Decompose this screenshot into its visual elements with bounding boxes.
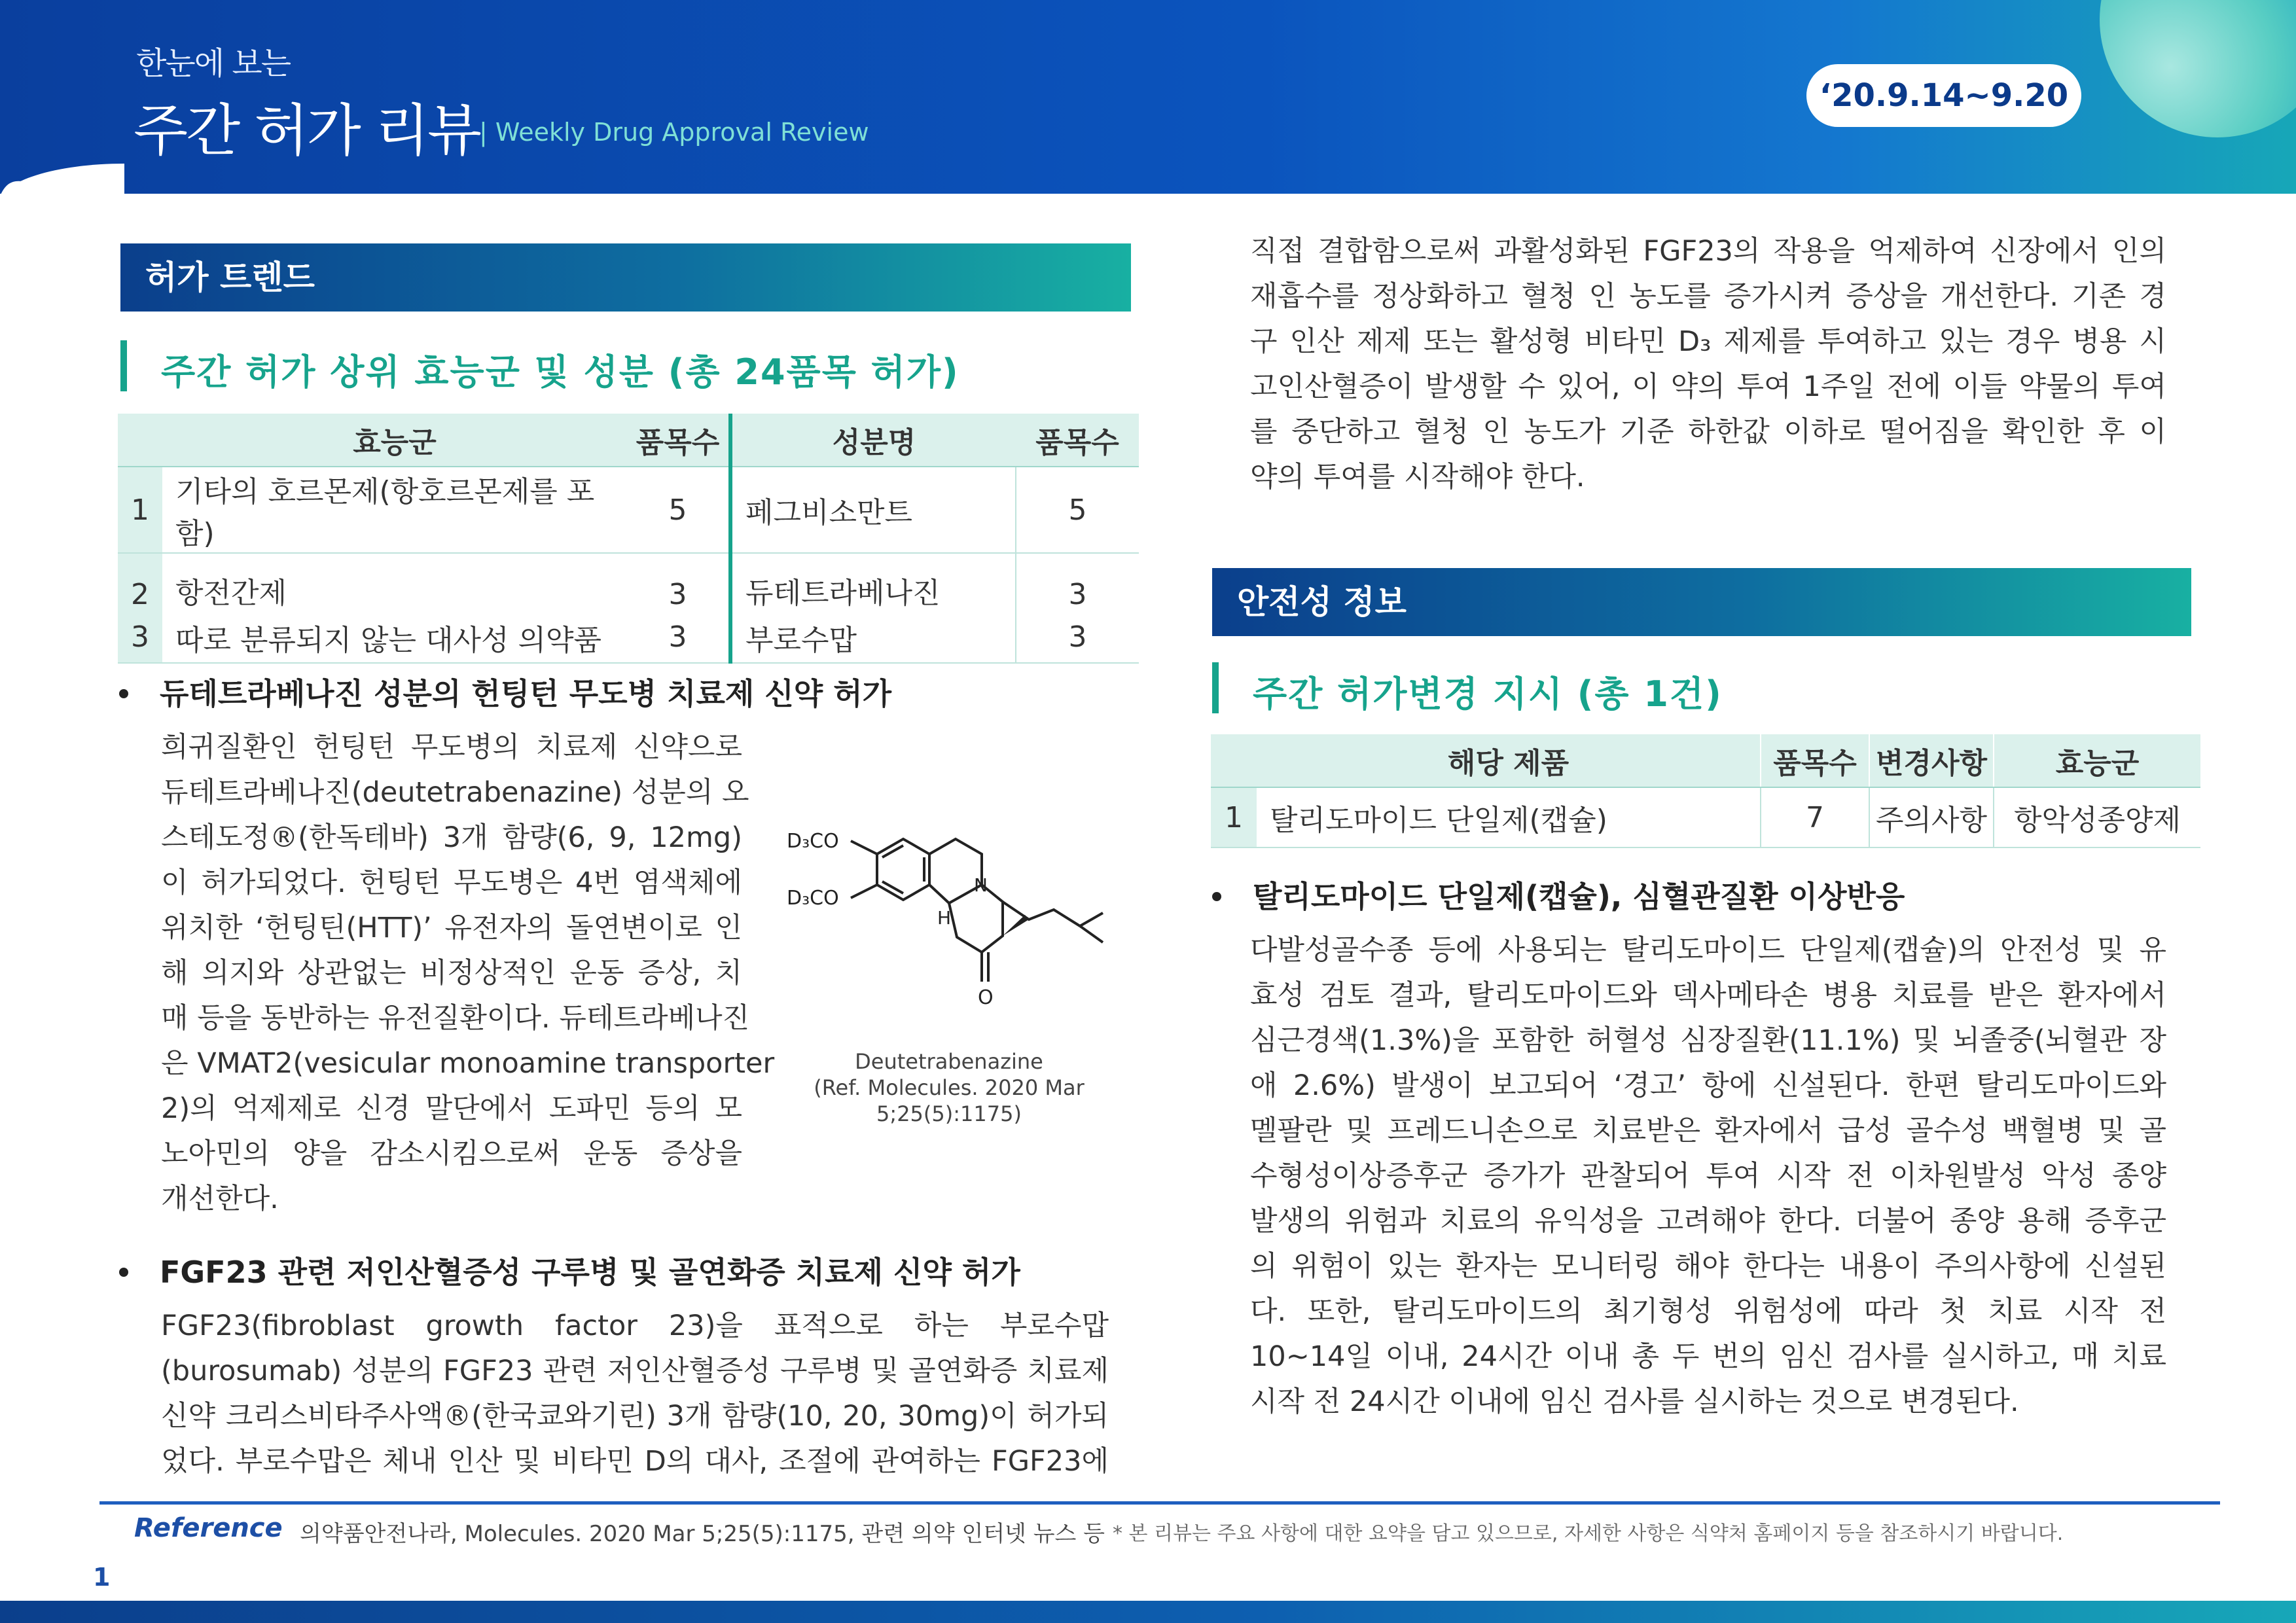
row-count: 3 [627,553,730,612]
table-header-group: 효능군 [162,414,627,467]
top-groups-heading: 주간 허가 상위 효능군 및 성분 (총 24품목 허가) [161,351,960,393]
section-title-approval-trend: 허가 트렌드 [120,243,1131,312]
label-oxygen: O [978,986,994,1009]
label-hydrogen: H [937,907,952,929]
text-line: 희귀질환인 헌팅턴 무도병의 치료제 신약으로 [161,731,742,764]
text-line: 신약 크리스비타주사액®(한국쿄와기린) 3개 함량(10, 20, 30mg)이 허가되 [161,1400,1109,1433]
row-count: 3 [627,612,730,663]
label-d3co-upper: D₃CO [787,830,839,853]
text-line: 듀테트라베나진(deutetrabenazine) 성분의 오 [161,776,749,809]
text-line: 수형성이상증후군 증가가 관찰되어 투여 시작 전 이차원발성 악성 종양 [1250,1160,2166,1192]
table-header-row [1211,734,2200,787]
table-header-change: 변경사항 [1869,734,1994,787]
table-row [118,612,1139,663]
table-header-product: 해당 제품 [1257,734,1761,787]
text-line: 이 허가되었다. 헌팅턴 무도병은 4번 염색체에 [161,866,742,899]
header-banner [0,0,2296,196]
burosumab-paragraph [161,1304,1109,1484]
table-header-no [118,414,162,467]
row-group: 기타의 호르몬제(항호르몬제를 포함) [162,467,627,553]
top-groups-table [118,414,1139,664]
text-line: 위치한 ‘헌팅틴(HTT)’ 유전자의 돌연변이로 인 [161,912,742,944]
bullet-title: 탈리도마이드 단일제(캡슐), 심혈관질환 이상반응 [1253,879,1905,914]
text-line: 애 2.6%) 발생이 보고되어 ‘경고’ 항에 신설된다. 한편 탈리도마이드와 [1250,1069,2166,1102]
table-row [118,553,1139,612]
text-line: 고인산혈증이 발생할 수 있어, 이 약의 투여 1주일 전에 이들 약물의 투여 [1250,370,2166,403]
text-line: 의 위험이 있는 환자는 모니터링 해야 한다는 내용이 주의사항에 신설된 [1250,1250,2166,1283]
row-count2: 5 [1016,467,1139,553]
deutetrabenazine-structure-figure [772,785,1126,1047]
section-title-safety: 안전성 정보 [1212,568,2191,636]
thalidomide-paragraph [1250,928,2166,1425]
row-number: 1 [118,467,162,553]
row-count: 5 [627,467,730,553]
text-line: FGF23(fibroblast growth factor 23)을 표적으로 하는 부로수맙 [161,1310,1109,1342]
reference-text: 의약품안전나라, Molecules. 2020 Mar 5;25(5):1175, 관련 의약 인터넷 뉴스 등 [300,1521,1105,1547]
heading-marker [120,340,127,391]
text-line: 발생의 위험과 치료의 유익성을 고려해야 한다. 더불어 종양 용해 증후군 [1250,1205,2166,1238]
text-line: 심근경색(1.3%)을 포함한 허혈성 심장질환(11.1%) 및 뇌졸중(뇌혈관 장 [1250,1024,2166,1057]
reference-label: Reference [134,1513,283,1543]
caption-line: 5;25(5):1175) [876,1101,1022,1126]
bullet-dot [119,689,128,698]
row-group: 항전간제 [175,577,287,610]
structure-caption [792,1048,1106,1127]
table-header-no [1211,734,1257,787]
text-line: 은 VMAT2(vesicular monoamine transporter [161,1047,775,1080]
disclaimer-note: * 본 리뷰는 주요 사항에 대한 요약을 담고 있으므로, 자세한 사항은 식약처 홈페이지 등을 참조하시기 바랍니다. [1113,1522,2064,1545]
text-line: 매 등을 동반하는 유전질환이다. 듀테트라베나진 [161,1002,750,1035]
text-line: 멜팔란 및 프레드니손으로 치료받은 환자에서 급성 골수성 백혈병 및 골 [1250,1115,2166,1147]
row-count2: 3 [1068,578,1087,611]
caption-line: (Ref. Molecules. 2020 Mar [814,1075,1085,1100]
text-line: 2)의 억제제로 신경 말단에서 도파민 등의 모 [161,1092,742,1125]
burosumab-continuation-paragraph [1250,229,2166,500]
change-order-table [1211,734,2200,848]
table-row [118,467,1139,553]
footer-bar [0,1601,2296,1623]
page-number: 1 [93,1563,111,1592]
row-product: 탈리도마이드 단일제(캡슐) [1257,787,1761,847]
table-row [1211,787,2200,847]
table-header-count: 품목수 [627,414,730,467]
header-english-title: | Weekly Drug Approval Review [479,118,869,147]
table-header-group: 효능군 [1994,734,2200,787]
header-subtitle: 한눈에 보는 [136,45,291,82]
bullet-thalidomide [1212,873,1905,916]
bullet-dot [1212,892,1221,901]
header-bottom-edge [0,194,2296,200]
change-order-heading: 주간 허가변경 지시 (총 1건) [1253,673,1723,715]
text-line: (burosumab) 성분의 FGF23 관련 저인산혈증성 구루병 및 골연화증 치료제 [161,1355,1109,1387]
text-line: 해 의지와 상관없는 비정상적인 운동 증상, 치 [161,957,742,990]
label-d3co-lower: D₃CO [787,887,839,910]
table-header-count: 품목수 [1761,734,1869,787]
text-line: 다. 또한, 탈리도마이드의 최기형성 위험성에 따라 첫 치료 시작 전 [1250,1295,2166,1328]
text-line: 었다. 부로수맙은 체내 인산 및 비타민 D의 대사, 조절에 관여하는 FGF23에 [161,1445,1109,1478]
text-line: 스테도정®(한독테바) 3개 함량(6, 9, 12mg) [161,821,742,854]
row-ingredient: 페그비소만트 [730,467,1016,553]
bullet-dot [119,1268,128,1277]
label-nitrogen: N [974,874,988,896]
text-line: 약의 투여를 시작해야 한다. [1250,461,1585,493]
row-number: 3 [118,612,162,663]
row-count: 7 [1761,787,1869,847]
header-title: 주간 허가 리뷰 [134,98,480,164]
table-header-ingredient: 성분명 [730,414,1016,467]
row-ingredient: 듀테트라베나진 [730,553,1016,612]
text-line: 노아민의 양을 감소시킴으로써 운동 증상을 [161,1137,742,1170]
text-line: 시작 전 24시간 이내에 임신 검사를 실시하는 것으로 변경된다. [1250,1385,2019,1418]
reference-divider [99,1501,2220,1505]
text-line: 효성 검토 결과, 탈리도마이드와 덱사메타손 병용 치료를 받은 환자에서 [1250,979,2166,1012]
text-line: 재흡수를 정상화하고 혈청 인 농도를 증가시켜 증상을 개선한다. 기존 경 [1250,280,2166,313]
bullet-title: FGF23 관련 저인산혈증성 구루병 및 골연화증 치료제 신약 허가 [160,1255,1020,1290]
row-ingredient: 부로수맙 [730,612,1016,663]
text-line: 구 인산 제제 또는 활성형 비타민 D₃ 제제를 투여하고 있는 경우 병용 시 [1250,325,2166,358]
row-number: 2 [118,553,162,612]
row-count2: 3 [1016,612,1139,663]
text-line: 직접 결합함으로써 과활성화된 FGF23의 작용을 억제하여 신장에서 인의 [1250,235,2166,268]
text-line: 다발성골수종 등에 사용되는 탈리도마이드 단일제(캡슐)의 안전성 및 유 [1250,934,2166,967]
row-change: 주의사항 [1869,787,1994,847]
deutetrabenazine-paragraph [161,725,775,1222]
bullet-title: 듀테트라베나진 성분의 헌팅턴 무도병 치료제 신약 허가 [160,676,892,711]
row-number: 1 [1211,787,1257,847]
text-line: 개선한다. [161,1183,279,1215]
table-header-row [118,414,1139,467]
caption-line: Deutetrabenazine [855,1049,1043,1074]
table-header-count2: 품목수 [1016,414,1139,467]
date-range-badge: ‘20.9.14~9.20 [1806,64,2081,127]
bullet-deutetrabenazine [119,670,891,713]
row-group: 따로 분류되지 않는 대사성 의약품 [162,612,627,663]
row-group: 항악성종양제 [1994,787,2200,847]
heading-marker [1212,662,1219,713]
text-line: 10~14일 이내, 24시간 이내 총 두 번의 임신 검사를 실시하고, 매 치료 [1250,1340,2166,1373]
text-line: 를 중단하고 혈청 인 농도가 기준 하한값 이하로 떨어짐을 확인한 후 이 [1250,416,2166,448]
bullet-burosumab [119,1249,1020,1292]
